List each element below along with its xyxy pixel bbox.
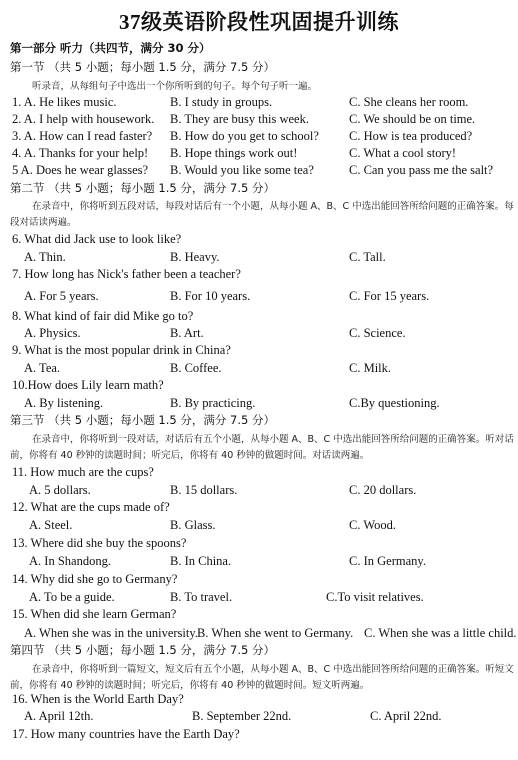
q8-option-b: B. Art. xyxy=(170,326,204,340)
q7-option-b: B. For 10 years. xyxy=(170,289,251,303)
q13-option-b: B. In China. xyxy=(170,554,232,568)
q5-option-c: C. Can you pass me the salt? xyxy=(349,163,494,177)
q16-question: 16. When is the World Earth Day? xyxy=(12,692,184,706)
page-title: 37级英语阶段性巩固提升训练 xyxy=(119,10,399,34)
q10-question: 10.How does Lily learn math? xyxy=(12,378,164,392)
q14-option-b: B. To travel. xyxy=(170,590,233,604)
part1-heading: 第一部分 听力（共四节，满分 30 分） xyxy=(10,41,211,55)
q11-option-a: A. 5 dollars. xyxy=(29,483,91,497)
q3-option-b: B. How do you get to school? xyxy=(170,129,319,143)
q3-option-c: C. How is tea produced? xyxy=(349,129,473,143)
section2-instruction-line2: 段对话读两遍。 xyxy=(10,217,77,228)
q13-question: 13. Where did she buy the spoons? xyxy=(12,536,187,550)
q14-option-c: C.To visit relatives. xyxy=(326,590,424,604)
q1-option-b: B. I study in groups. xyxy=(170,95,273,109)
q15-option-b: B. When she went to Germany. xyxy=(197,626,354,640)
section4-instruction-line1: 在录音中，你将听到一篇短文，短文后有五个小题，从每小题 A、B、C 中选出能回答所给问题的正确答案。听短文 xyxy=(32,664,514,675)
q15-question: 15. When did she learn German? xyxy=(12,607,177,621)
q9-question: 9. What is the most popular drink in China? xyxy=(12,343,231,357)
section3-instruction-line2: 前，你将有 40 秒钟的读题时间；听完后，你将有 40 秒钟的做题时间。对话读两遍。 xyxy=(10,450,370,461)
q10-option-a: A. By listening. xyxy=(24,396,104,410)
q14-question: 14. Why did she go to Germany? xyxy=(12,572,178,586)
q9-option-a: A. Tea. xyxy=(24,361,61,375)
q5-option-a: 5 A. Does he wear glasses? xyxy=(12,163,149,177)
q4-option-b: B. Hope things work out! xyxy=(170,146,298,160)
q8-question: 8. What kind of fair did Mike go to? xyxy=(12,309,194,323)
q16-option-a: A. April 12th. xyxy=(24,709,94,723)
q9-option-b: B. Coffee. xyxy=(170,361,222,375)
q17-question: 17. How many countries have the Earth Day? xyxy=(12,727,240,741)
q7-option-c: C. For 15 years. xyxy=(349,289,430,303)
q1-option-a: 1. A. He likes music. xyxy=(12,95,117,109)
q7-option-a: A. For 5 years. xyxy=(24,289,99,303)
q7-question: 7. How long has Nick's father been a teacher? xyxy=(12,267,241,281)
q12-question: 12. What are the cups made of? xyxy=(12,500,170,514)
q8-option-a: A. Physics. xyxy=(24,326,81,340)
q14-option-a: A. To be a guide. xyxy=(29,590,115,604)
q2-option-a: 2. A. I help with housework. xyxy=(12,112,155,126)
q6-option-b: B. Heavy. xyxy=(170,250,220,264)
q6-option-c: C. Tall. xyxy=(349,250,386,264)
q12-option-b: B. Glass. xyxy=(170,518,216,532)
q16-option-b: B. September 22nd. xyxy=(192,709,292,723)
section4-heading: 第四节 （共 5 小题；每小题 1.5 分，满分 7.5 分） xyxy=(10,643,275,657)
q13-option-c: C. In Germany. xyxy=(349,554,426,568)
section3-instruction-line1: 在录音中，你将听到一段对话，对话后有五个小题，从每小题 A、B、C 中选出能回答所给问题的正确答案。听对话 xyxy=(32,434,514,445)
q2-option-c: C. We should be on time. xyxy=(349,112,476,126)
q4-option-a: 4. A. Thanks for your help! xyxy=(12,146,149,160)
q15-option-a: A. When she was in the university. xyxy=(24,626,198,640)
q5-option-b: B. Would you like some tea? xyxy=(170,163,314,177)
q3-option-a: 3. A. How can I read faster? xyxy=(12,129,153,143)
section3-heading: 第三节 （共 5 小题；每小题 1.5 分，满分 7.5 分） xyxy=(10,413,275,427)
section1-heading: 第一节 （共 5 小题；每小题 1.5 分，满分 7.5 分） xyxy=(10,60,275,74)
q9-option-c: C. Milk. xyxy=(349,361,392,375)
q15-option-c: C. When she was a little child. xyxy=(364,626,517,640)
q12-option-c: C. Wood. xyxy=(349,518,397,532)
section4-instruction-line2: 前，你将有 40 秒钟的读题时间；听完后，你将有 40 秒钟的做题时间。短文听两遍。 xyxy=(10,680,370,691)
q2-option-b: B. They are busy this week. xyxy=(170,112,309,126)
q13-option-a: A. In Shandong. xyxy=(29,554,111,568)
q16-option-c: C. April 22nd. xyxy=(370,709,442,723)
q4-option-c: C. What a cool story! xyxy=(349,146,457,160)
q12-option-a: A. Steel. xyxy=(29,518,73,532)
q6-question: 6. What did Jack use to look like? xyxy=(12,232,182,246)
section2-instruction-line1: 在录音中，你将听到五段对话，每段对话后有一个小题，从每小题 A、B、C 中选出能回答所给问题的正确答案。每 xyxy=(32,201,514,212)
q11-option-c: C. 20 dollars. xyxy=(349,483,417,497)
q11-option-b: B. 15 dollars. xyxy=(170,483,238,497)
section2-heading: 第二节 （共 5 小题；每小题 1.5 分，满分 7.5 分） xyxy=(10,181,275,195)
section1-instruction: 听录音，从每组句子中选出一个你所听到的句子。每个句子听一遍。 xyxy=(32,81,318,92)
q6-option-a: A. Thin. xyxy=(24,250,66,264)
q1-option-c: C. She cleans her room. xyxy=(349,95,469,109)
q8-option-c: C. Science. xyxy=(349,326,406,340)
q10-option-c: C.By questioning. xyxy=(349,396,440,410)
q10-option-b: B. By practicing. xyxy=(170,396,256,410)
q11-question: 11. How much are the cups? xyxy=(12,465,154,479)
